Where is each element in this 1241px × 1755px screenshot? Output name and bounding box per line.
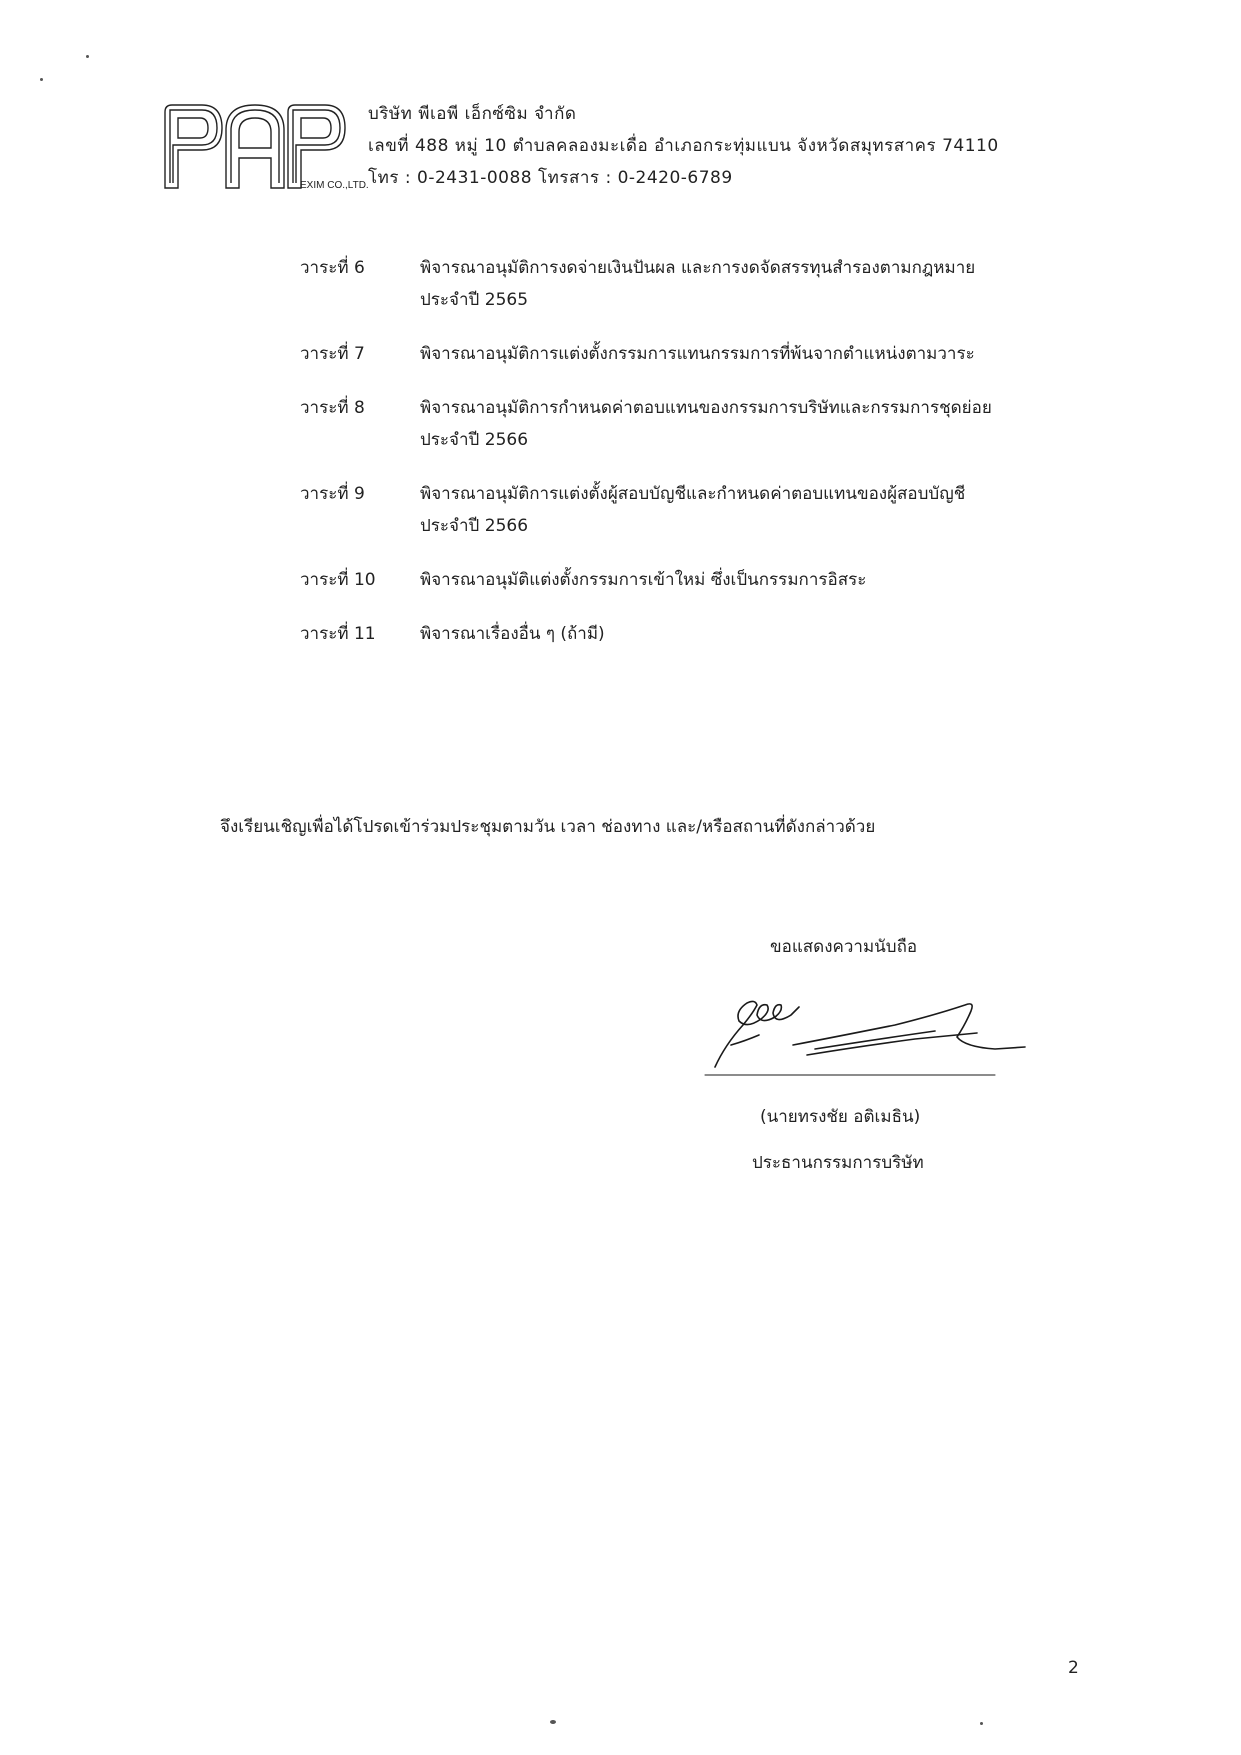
closing-text: ขอแสดงความนับถือ xyxy=(770,937,918,957)
company-info xyxy=(368,98,999,194)
agenda-number: วาระที่ 11 xyxy=(300,624,376,644)
agenda-number: วาระที่ 7 xyxy=(300,344,365,364)
invitation-text: จึงเรียนเชิญเพื่อได้โปรดเข้าร่วมประชุมตามวัน เวลา ช่องทาง และ/หรือสถานที่ดังกล่าวด้วย xyxy=(220,817,876,837)
signer-name: (นายทรงชัย อติเมธิน) xyxy=(760,1107,921,1127)
company-name: บริษัท พีเอพี เอ็กซ์ซิม จำกัด xyxy=(368,104,577,124)
agenda-item xyxy=(300,618,1090,650)
agenda-line: ประจำปี 2566 xyxy=(420,516,529,536)
agenda-text xyxy=(420,564,1090,596)
agenda-line: พิจารณาอนุมัติการแต่งตั้งผู้สอบบัญชีและกำหนดค่าตอบแทนของผู้สอบบัญชี xyxy=(420,484,966,504)
agenda-item xyxy=(300,338,1090,370)
agenda-number: วาระที่ 10 xyxy=(300,570,376,590)
logo-subtext: EXIM CO.,LTD. xyxy=(300,180,369,191)
page-number: 2 xyxy=(1068,1658,1079,1678)
agenda-text xyxy=(420,618,1090,650)
company-contact: โทร : 0-2431-0088 โทรสาร : 0-2420-6789 xyxy=(368,168,733,188)
agenda-number: วาระที่ 6 xyxy=(300,258,365,278)
agenda-line: พิจารณาอนุมัติการแต่งตั้งกรรมการแทนกรรมการที่พ้นจากตำแหน่งตามวาระ xyxy=(420,344,975,364)
agenda-number: วาระที่ 8 xyxy=(300,398,365,418)
signature-image xyxy=(695,985,1035,1080)
agenda-item xyxy=(300,392,1090,456)
scan-speck xyxy=(86,55,89,58)
scan-speck xyxy=(980,1722,983,1725)
agenda-line: พิจารณาอนุมัติแต่งตั้งกรรมการเข้าใหม่ ซึ่งเป็นกรรมการอิสระ xyxy=(420,570,867,590)
agenda-list xyxy=(300,252,1090,672)
scan-speck xyxy=(550,1720,556,1724)
agenda-text xyxy=(420,478,1090,542)
agenda-item xyxy=(300,252,1090,316)
agenda-line: พิจารณาเรื่องอื่น ๆ (ถ้ามี) xyxy=(420,624,605,644)
agenda-item xyxy=(300,564,1090,596)
company-address: เลขที่ 488 หมู่ 10 ตำบลคลองมะเดื่อ อำเภอกระทุ่มแบน จังหวัดสมุทรสาคร 74110 xyxy=(368,136,999,156)
agenda-text xyxy=(420,392,1090,456)
agenda-item xyxy=(300,478,1090,542)
scan-speck xyxy=(40,78,43,81)
agenda-number: วาระที่ 9 xyxy=(300,484,365,504)
agenda-text xyxy=(420,252,1090,316)
agenda-line: พิจารณาอนุมัติการงดจ่ายเงินปันผล และการงดจัดสรรทุนสำรองตามกฎหมาย xyxy=(420,258,976,278)
agenda-text xyxy=(420,338,1090,370)
agenda-line: ประจำปี 2566 xyxy=(420,430,529,450)
agenda-line: ประจำปี 2565 xyxy=(420,290,529,310)
agenda-line: พิจารณาอนุมัติการกำหนดค่าตอบแทนของกรรมการบริษัทและกรรมการชุดย่อย xyxy=(420,398,992,418)
signer-title: ประธานกรรมการบริษัท xyxy=(752,1153,924,1173)
